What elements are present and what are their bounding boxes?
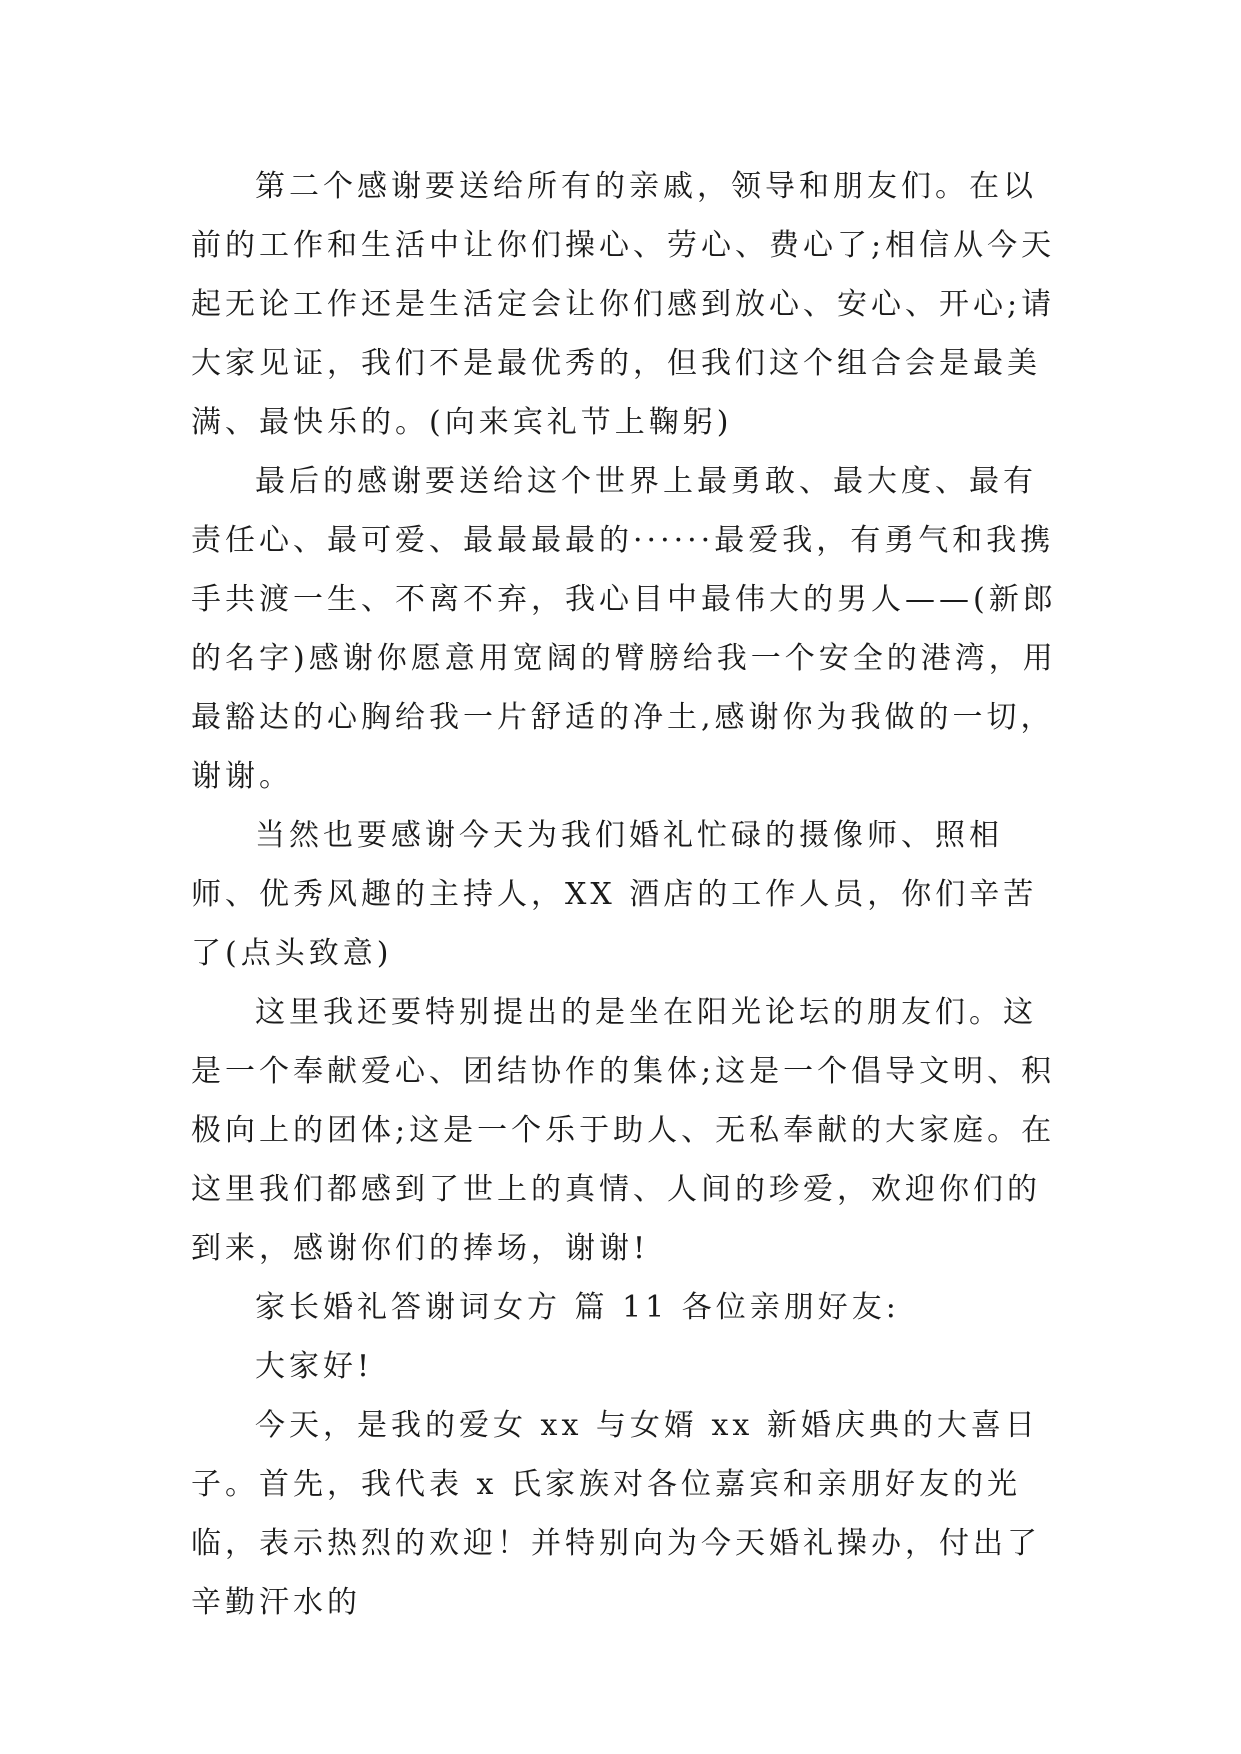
document-body [191,157,1061,1632]
section-heading: 家长婚礼答谢词女方 篇 11 各位亲朋好友: [255,1290,900,1325]
paragraph-thanks-relatives: 第二个感谢要送给所有的亲戚，领导和朋友们。在以前的工作和生活中让你们操心、劳心、费心了;相信从今天起无论工作还是生活定会让你们感到放心、安心、开心;请大家见证，我们不是最优秀的，但我们这个组合会是最美满、最快乐的。(向来宾礼节上鞠躬) [191,169,1056,440]
greeting-line: 大家好! [255,1349,374,1384]
paragraph-welcome: 今天，是我的爱女 xx 与女婿 xx 新婚庆典的大喜日子。首先，我代表 x 氏家族对各位嘉宾和亲朋好友的光临，表示热烈的欢迎！并特别向为今天婚礼操办，付出了辛勤汗水的 [191,1408,1041,1620]
paragraph-thanks-forum-friends: 这里我还要特别提出的是坐在阳光论坛的朋友们。这是一个奉献爱心、团结协作的集体;这是一个倡导文明、积极向上的团体;这是一个乐于助人、无私奉献的大家庭。在这里我们都感到了世上的真情、人间的珍爱，欢迎你们的到来，感谢你们的捧场，谢谢! [191,995,1056,1266]
paragraph-thanks-groom: 最后的感谢要送给这个世界上最勇敢、最大度、最有责任心、最可爱、最最最最的······最爱我，有勇气和我携手共渡一生、不离不弃，我心目中最伟大的男人——(新郎的名字)感谢你愿意用宽阔的臂膀给我一个安全的港湾，用最豁达的心胸给我一片舒适的净土,感谢你为我做的一切，谢谢。 [191,464,1057,794]
paragraph-thanks-staff: 当然也要感谢今天为我们婚礼忙碌的摄像师、照相师、优秀风趣的主持人，XX 酒店的工作人员，你们辛苦了(点头致意) [191,818,1038,971]
